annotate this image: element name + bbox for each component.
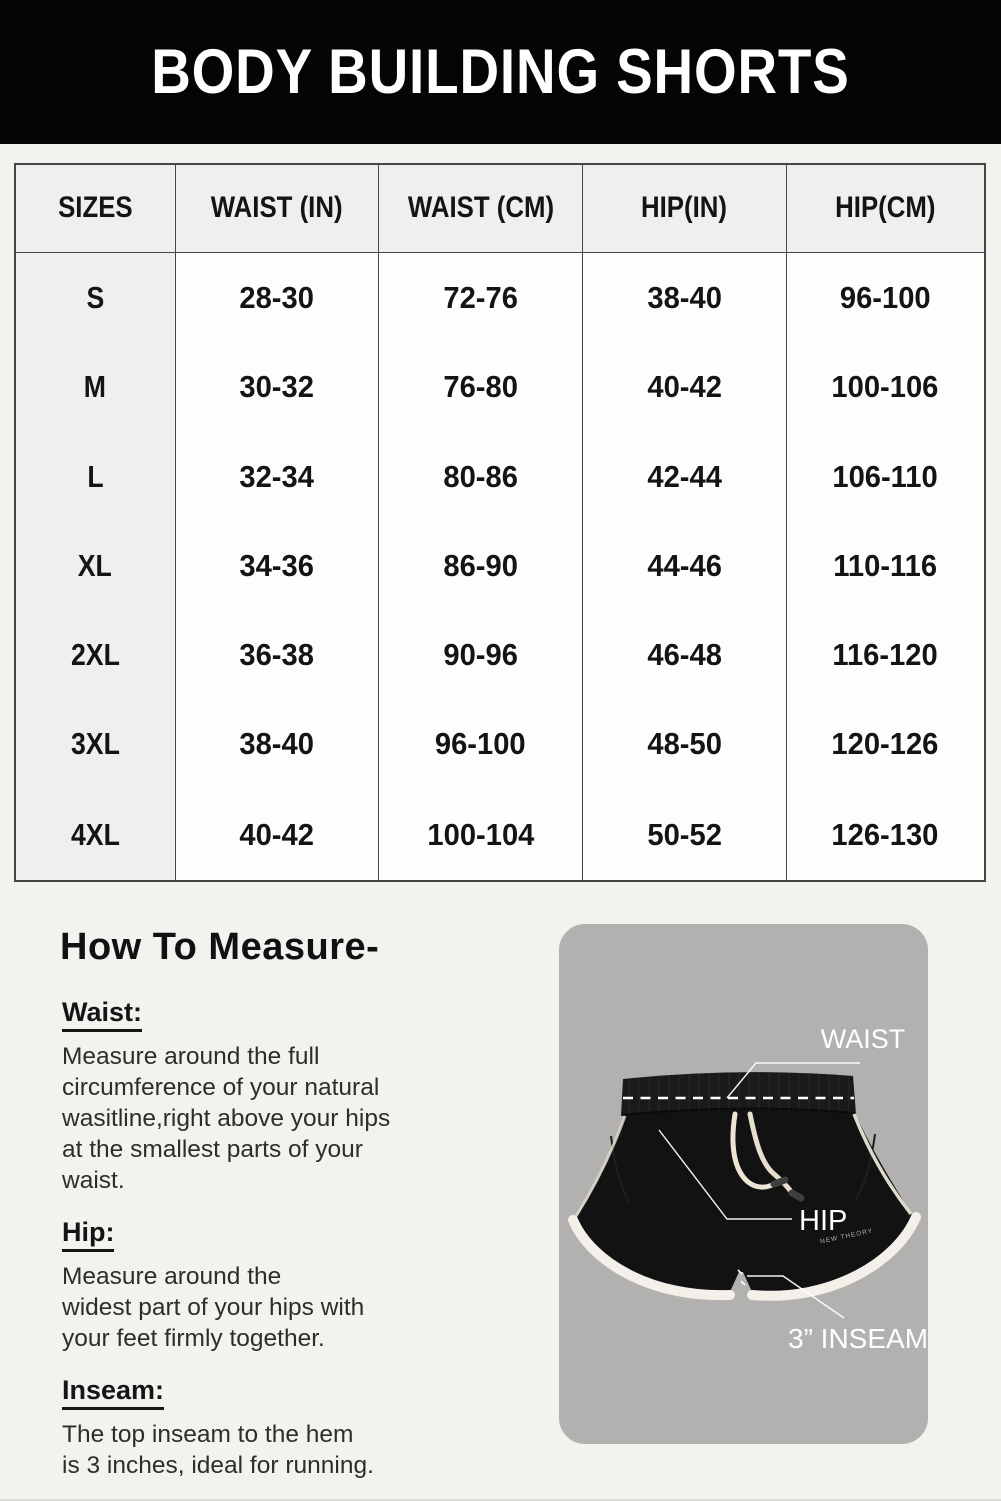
waist-in-cell: 36-38 [175,611,379,700]
waist-in-cell: 28-30 [175,252,379,343]
hip-cm-cell: 120-126 [786,700,985,789]
waist-in-cell: 38-40 [175,700,379,789]
inseam-description: The top inseam to the hem is 3 inches, ideal for running. [62,1421,374,1479]
waist-cm-cell: 90-96 [379,611,583,700]
hip-in-cell: 44-46 [582,521,786,610]
waist-cm-cell: 86-90 [379,521,583,610]
table-row-m [15,343,985,432]
table-row-2xl [15,611,985,700]
title-banner [0,0,1001,144]
waist-cm-cell: 100-104 [379,789,583,881]
table-row-3xl [15,700,985,789]
how-to-measure-heading: How To Measure- [60,926,380,968]
hip-in-cell: 42-44 [582,432,786,521]
header-waist-cm: WAIST (CM) [379,164,583,252]
inseam-diagram-label: 3” INSEAM [788,1323,928,1354]
header-hip-in: HIP(IN) [582,164,786,252]
how-to-measure-section [60,926,540,1487]
hip-in-cell: 38-40 [582,252,786,343]
waist-cm-cell: 72-76 [379,252,583,343]
size-chart-table [14,163,986,882]
table-row-4xl [15,789,985,881]
hip-cm-cell: 116-120 [786,611,985,700]
size-cell: 4XL [15,789,175,881]
size-cell: L [15,432,175,521]
hip-in-cell: 48-50 [582,700,786,789]
size-chart-header [15,164,985,252]
inseam-label: Inseam: [62,1375,164,1410]
size-cell: XL [15,521,175,610]
header-row [15,164,985,252]
size-chart-section [14,163,986,882]
waist-diagram-label: WAIST [820,1024,906,1054]
header-hip-cm: HIP(CM) [786,164,985,252]
hip-cm-cell: 110-116 [786,521,985,610]
hip-diagram-label: HIP [799,1205,848,1237]
waist-label: Waist: [62,997,142,1032]
hip-description: Measure around the widest part of your hips with your feet firmly together. [62,1263,365,1352]
waist-description: Measure around the full circumference of your natural wasitline,right above your hips at the smallest parts of your waist. [62,1043,391,1194]
waist-in-cell: 30-32 [175,343,379,432]
size-cell: M [15,343,175,432]
size-cell: 3XL [15,700,175,789]
shorts-diagram [559,924,928,1444]
shorts-diagram-panel [559,924,928,1444]
size-cell: S [15,252,175,343]
shorts-brand-text: NEW THEORY [819,1227,874,1246]
hip-cm-cell: 126-130 [786,789,985,881]
table-row-s [15,252,985,343]
header-waist-in: WAIST (IN) [175,164,379,252]
page-title: BODY BUILDING SHORTS [151,37,850,107]
table-row-xl [15,521,985,610]
waist-cm-cell: 96-100 [379,700,583,789]
waist-cm-cell: 76-80 [379,343,583,432]
hip-cm-cell: 96-100 [786,252,985,343]
table-row-l [15,432,985,521]
hip-cm-cell: 100-106 [786,343,985,432]
waist-in-cell: 34-36 [175,521,379,610]
waist-in-cell: 40-42 [175,789,379,881]
hip-in-cell: 40-42 [582,343,786,432]
hip-in-cell: 50-52 [582,789,786,881]
hip-cm-cell: 106-110 [786,432,985,521]
waist-cm-cell: 80-86 [379,432,583,521]
hip-in-cell: 46-48 [582,611,786,700]
waist-in-cell: 32-34 [175,432,379,521]
size-cell: 2XL [15,611,175,700]
header-sizes: SIZES [15,164,175,252]
size-chart-body [15,252,985,881]
hip-label: Hip: [62,1217,114,1252]
